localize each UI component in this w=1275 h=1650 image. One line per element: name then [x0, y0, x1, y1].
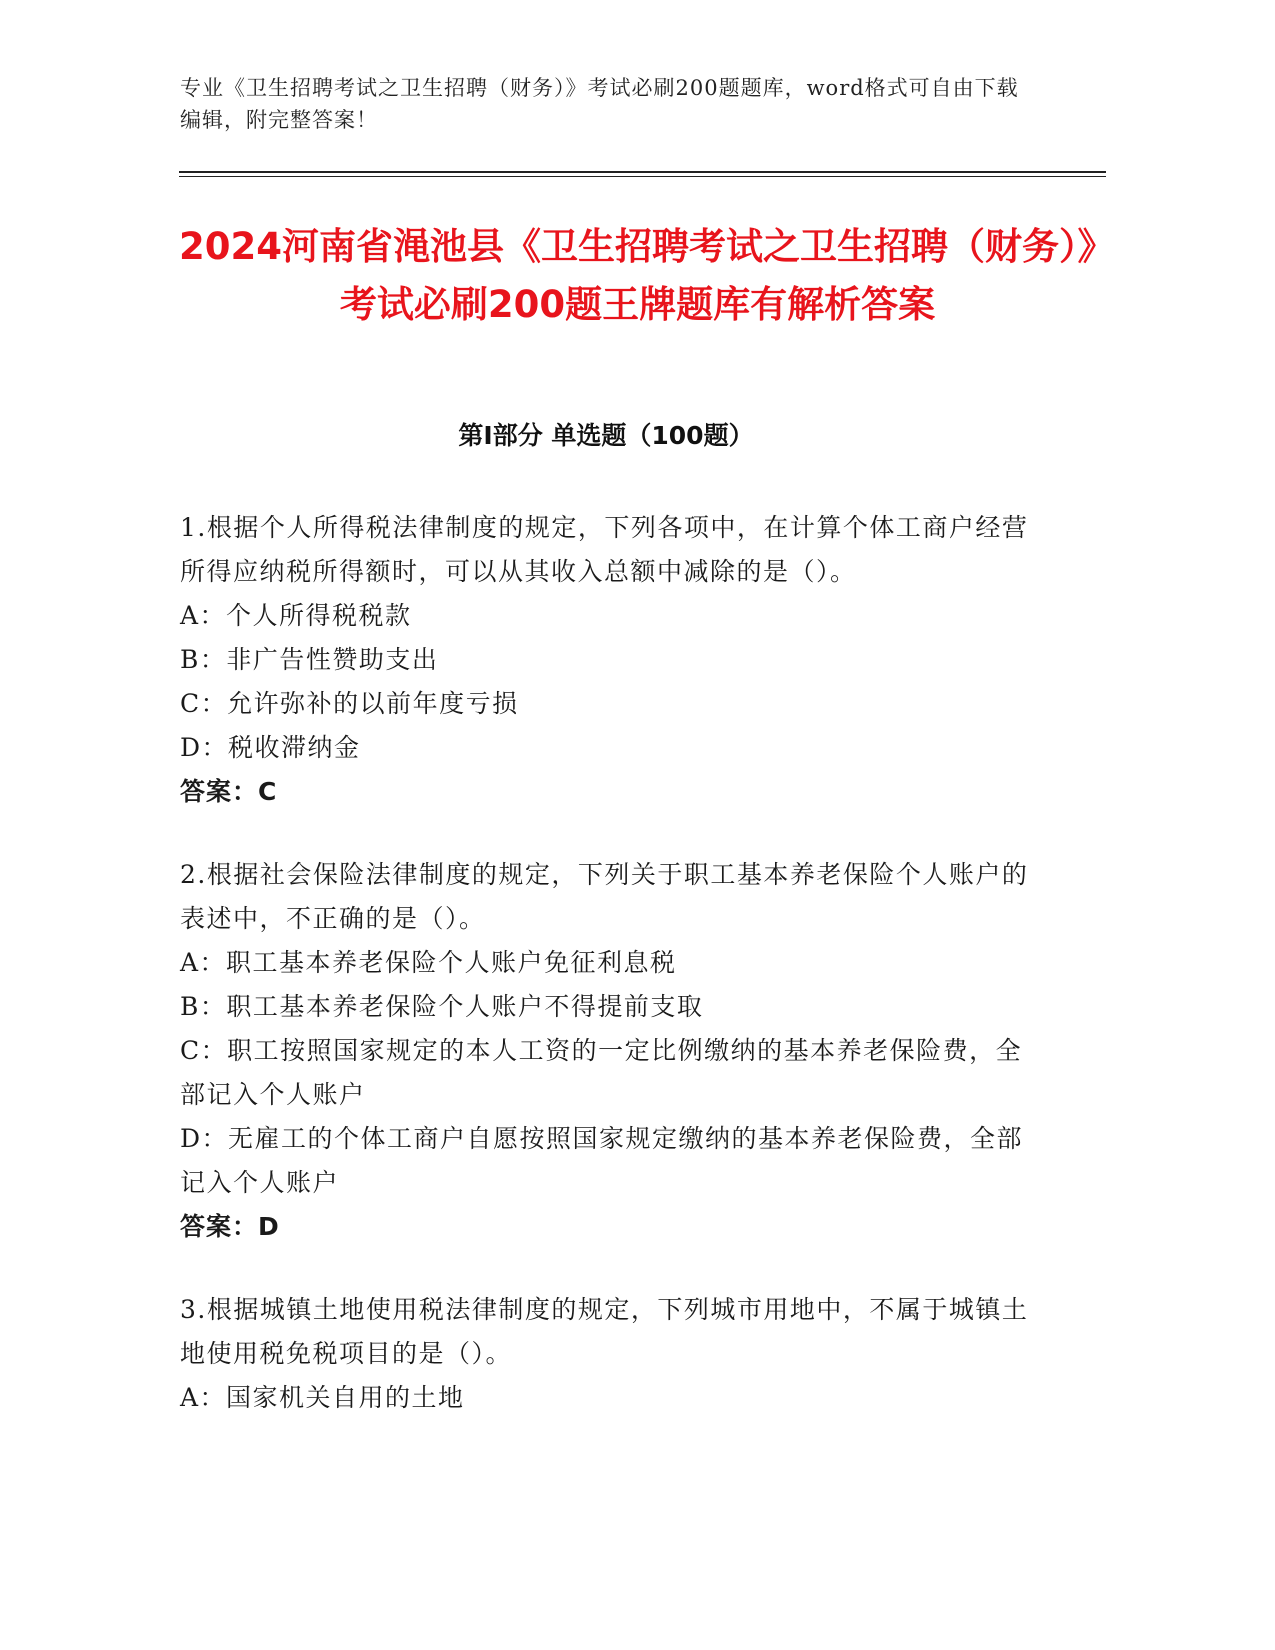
question-3 [180, 1288, 1030, 1420]
header-divider-thin [179, 176, 1106, 177]
document-title: 2024河南省渑池县《卫生招聘考试之卫生招聘（财务）》考试必刷200题王牌题库有解析答案 [179, 225, 1096, 326]
question-stem: 1.根据个人所得税法律制度的规定，下列各项中，在计算个体工商户经营所得应纳税所得额时，可以从其收入总额中减除的是（）。 [180, 513, 1029, 586]
option-d: D：无雇工的个体工商户自愿按照国家规定缴纳的基本养老保险费，全部记入个人账户 [180, 1124, 1024, 1197]
option-c: C：职工按照国家规定的本人工资的一定比例缴纳的基本养老保险费，全部记入个人账户 [180, 1036, 1023, 1109]
answer: 答案：C [180, 777, 278, 806]
option-d: D：税收滞纳金 [180, 733, 361, 762]
header-divider [179, 171, 1106, 173]
option-a: A：国家机关自用的土地 [180, 1383, 465, 1412]
question-1 [180, 506, 1030, 814]
option-b: B：非广告性赞助支出 [180, 645, 439, 674]
section-title: 第I部分 单选题（100题） [458, 421, 754, 450]
question-stem: 2.根据社会保险法律制度的规定，下列关于职工基本养老保险个人账户的表述中，不正确的是（）。 [180, 860, 1029, 933]
option-c: C：允许弥补的以前年度亏损 [180, 689, 519, 718]
option-a: A：职工基本养老保险个人账户免征利息税 [180, 948, 677, 977]
question-stem: 3.根据城镇土地使用税法律制度的规定，下列城市用地中，不属于城镇土地使用税免税项目的是（）。 [180, 1295, 1029, 1368]
header-note: 专业《卫生招聘考试之卫生招聘（财务）》考试必刷200题题库，word格式可自由下载编辑，附完整答案！ [180, 76, 1019, 132]
answer: 答案：D [180, 1212, 280, 1241]
question-2 [180, 853, 1030, 1249]
option-a: A：个人所得税税款 [180, 601, 412, 630]
option-b: B：职工基本养老保险个人账户不得提前支取 [180, 992, 704, 1021]
